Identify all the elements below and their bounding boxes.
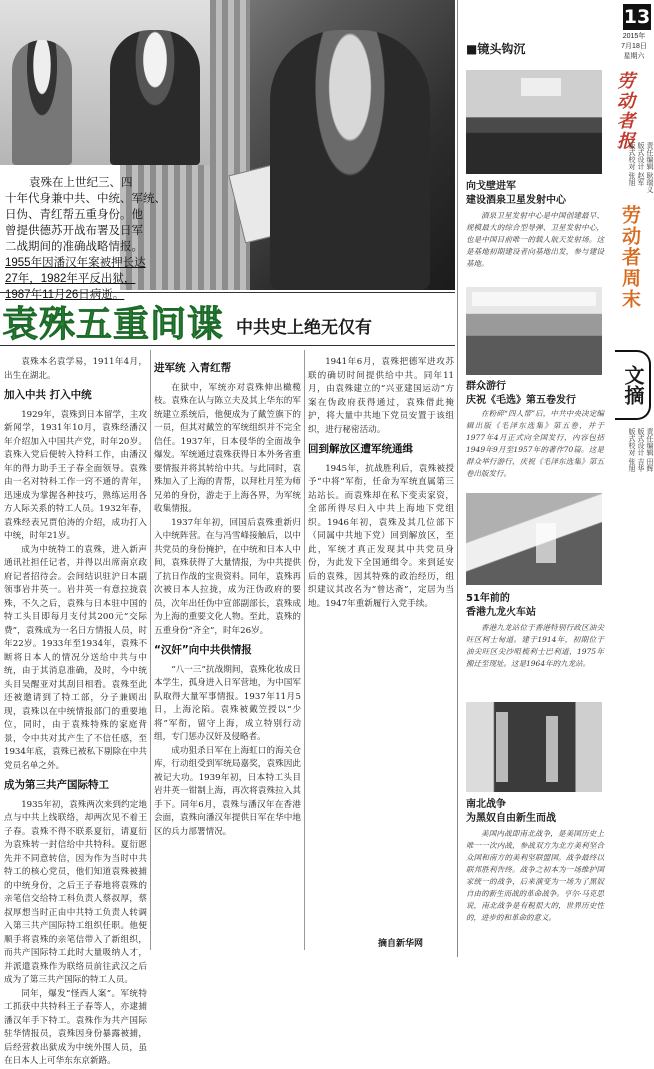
paragraph: 在狱中，军统亦对袁殊伸出橄榄枝。袁殊在认与陈立夫及其上华东的军统建立系统后，他便成为了戴笠旗下的一员，但其对戴笠的军统组织并不完全信任。1937年，日本侵华的全面战争爆发。军统通过袁殊获得日本外务省重要情报并将其转给中共。与此同时，袁殊加入了上海的青帮，以拜杜月笙为师兄弟的身份，游走于上海各界，为军统收集情报。 bbox=[154, 382, 301, 514]
section-heading: 加入中共 打入中统 bbox=[4, 389, 92, 401]
portrait-photo-young bbox=[0, 0, 210, 165]
paragraph: 同年，爆发“怪西人案”。军统特工抓获中共特科王子春等人，亦逮捕潘汉年手下特工。袁殊作为共产国际驻华情报员，袁殊因身份暴露被捕，后经营救出狱成为中统外围人员，虽在日本人上可华东东京新路。 bbox=[4, 988, 147, 1066]
paragraph: 1935年初，袁殊两次来到约定地点与中共上线联络，却两次见不着王子春。袁殊不得不联系夏衍，请夏衍为袁殊转一封信给中共特科。夏衍愿先并不同意转信，因为作为当时中共特工的核心党员，他们知道袁殊被捕的中统身份，之后王子春地将袁殊的亲笔信交给特工科负责人蔡叔厚，蔡叔厚想当时正由中共特工负责人转调入第三共产国际特工组织任职。他便顺手将袁殊的亲笔信带入了新组织，而共产国际特工此时大量吸纳人才，并派遣袁殊作为联络员前往武汉之后成为了第三共产国际的特工人员。 bbox=[4, 799, 147, 985]
item-body: 美国内战即南北战争，是美国历史上唯一一次内战，参战双方为北方美利坚合众国和南方的美利坚联盟国。战争最终以联邦胜利告终。战争之初本为一场维护国家统一的战争，后来演变为一场为了黑奴自由的新生而战的革命战争。亨尔·马克思说，南北战争是有税很大的，世界历史性的，进步的和革命的意义。 bbox=[466, 829, 604, 922]
newspaper-logo: 劳动者报 bbox=[617, 71, 635, 152]
article-lead: 袁殊本名袁学易，1911年4月，出生在湖北。 bbox=[4, 357, 147, 381]
photo-civil-war bbox=[466, 702, 602, 792]
paragraph: 1929年，袁殊到日本留学，主攻新闻学，1931年10月，袁殊经潘汉年介绍加入中国共产党，时年20岁。袁殊入党后便转入特科工作，由潘汉年的得力助手王子春全面领导。袁殊由一名对特科工作一窍不通的青年，迅速成为掌握各种技巧，熟练运用各方人际关系的特工人员。1932年春，袁殊经表兄贾伯涛的介绍，成功打入中统，时年21岁。 bbox=[4, 409, 147, 541]
section-weekly-title: 劳动者周末 bbox=[619, 205, 641, 310]
item-body: 香港九龙站位于香港特别行政区油尖旺区柯士甸道。建于1914年，初期位于油尖旺区尖沙咀梳利士巴利道，1975年搬迁至现址。这是1964年的九龙站。 bbox=[466, 623, 604, 668]
staff-credits: 责任编辑 耿瑞义 版式设计 赵军 版式校对 张旭 bbox=[628, 142, 653, 193]
divider bbox=[0, 292, 455, 293]
item-body: 在粉碎“四人帮”后，中共中央决定编辑出版《毛泽东选集》第五卷，并于1977年4月正式向全国发行，内容包括1949年9月至1957年的著作70篇。这是群众举行游行，庆祝《毛泽东选集》第五卷出版发行。 bbox=[466, 409, 604, 478]
section-heading: 成为第三共产国际特工 bbox=[4, 779, 109, 791]
staff-credits: 责任编辑 田辉 版式设计 吉华 版式校对 张旭 bbox=[628, 428, 653, 472]
paragraph: “八一三”抗战期间，袁殊化妆成日本学生，孤身进入日军营地，为中国军队取得大量军事情报。1937年11月5日，上海沦陷。袁殊被戴笠授以“少将”军衔，留守上海，成立特别行动组，专门惩办汉奸及侵略者。 bbox=[154, 664, 301, 742]
article-column-3 bbox=[308, 356, 454, 936]
section-heading: 进军统 入青红帮 bbox=[154, 362, 232, 374]
photo-satellite-center bbox=[466, 70, 602, 174]
sidebar-photo-history bbox=[457, 0, 602, 957]
section-heading: “汉奸”向中共供情报 bbox=[154, 644, 252, 656]
photo-parade bbox=[466, 287, 602, 375]
article-credit: 摘自新华网 bbox=[378, 939, 424, 949]
article-column-2 bbox=[154, 356, 301, 952]
issue-date: 2015年 7月18日 星期六 bbox=[621, 33, 647, 60]
item-heading: 51年前的 香港九龙火车站 bbox=[466, 593, 536, 618]
section-digest-title: 文摘 bbox=[615, 350, 651, 420]
paragraph: 1945年，抗战胜利后，袁殊被授予“中将”军衔，任命为军统直属第三站站长。而袁殊却在私下变卖家资，全部所得尽归入中共上海地下党组织。1946年初，袁殊及其几位部下（同属中共地下党）回到解放区，至此，军统才真正发现其中共党员身份，为此发下全国通缉令。来到延安后的袁殊，因其特殊的政治经历，组织建议其改名为“曾达斋”，定居为当地。1947年重新履行入党手续。 bbox=[308, 463, 454, 609]
item-body: 酒泉卫星发射中心是中国创建最早、规模最大的综合型导弹、卫星发射中心，也是中国目前唯一的载人航天发射场。这是基地初期建设者向基地出发，参与建设基地。 bbox=[466, 211, 604, 268]
masthead-strip bbox=[603, 0, 652, 957]
divider bbox=[0, 345, 455, 346]
paragraph: 成功狙杀日军在上海虹口的海关仓库，行动组受到军统局嘉奖，袁殊因此被记大功。1939年初，日本特工头目岩井英一钳制上海，再次将袁殊拉入其手下。同年6月，袁殊与潘汉年在香港会面，袁殊向潘汉年提供日军在华中地区的兵力部署情况。 bbox=[154, 745, 301, 837]
hero-caption: 袁殊在上世纪三、四 十年代身兼中共、中统、军统、 日伪、青红帮五重身份。他 曾提供德苏开战布署及日军 二战期间的准确战略情报。 1955年因潘汉年案被押长达 27年，1982年平反出狱， 1987年11月26日病逝。 bbox=[5, 177, 166, 301]
paragraph: 1937年年初，回国后袁殊重新归入中统阵营。在与冯雪峰接触后，以中共党员的身份掩护，在中统和日本人中间，袁殊获得了大量情报，为中共提供了抗日作战的宝贵资料。同年，袁殊再次被日本人拉拢，成为汪伪政府的要员，次年出任伪中宣部副部长，袁殊成为上海的重要文化人物。至此，袁殊的五重身份“齐全”，时年26岁。 bbox=[154, 517, 301, 636]
paragraph: 1941年6月，袁殊把德军进攻苏联的确切时间提供给中共。同年11月，由袁殊建立的“兴亚建国运动”方案在伪政府获得通过，袁殊借此掩护，将大量中共地下党员安置于该组织，进行秘密活动。 bbox=[308, 357, 454, 435]
headline-sub: 中共史上绝无仅有 bbox=[236, 318, 372, 338]
item-heading: 群众游行 庆祝《毛选》第五卷发行 bbox=[466, 381, 576, 406]
headline bbox=[0, 296, 455, 344]
item-heading: 南北战争 为黑奴自由新生而战 bbox=[466, 799, 556, 824]
headline-main: 袁殊五重间谍 bbox=[2, 304, 225, 345]
item-heading: 向戈壁进军 建设酒泉卫星发射中心 bbox=[466, 181, 566, 206]
section-heading: 回到解放区遭军统通缉 bbox=[308, 443, 413, 455]
article-column-1 bbox=[4, 356, 147, 1066]
hero-photo-area bbox=[0, 0, 455, 301]
photo-kowloon-station bbox=[466, 493, 602, 585]
page-number: 13 bbox=[623, 6, 651, 28]
sidebar-title: ■镜头钩沉 bbox=[466, 42, 526, 56]
paragraph: 成为中统特工的袁殊，进入新声通讯社担任记者，并得以出席南京政府记者招待会。会间结识驻沪日本副领事岩井英一。岩井英一有意拉拢袁殊，不久之后，袁殊与日本驻中国的特工头目即每月支付其200元“交际费”，袁殊成为一名日方情报人员，时年22岁。1933年至1934年，袁殊不断将日本人的情况分送给中共与中统，由于其消息准确，及时，今中统头目吴醒亚对其刮目相看。袁殊至此还被邀请到了特工部，分子兼顾出现，袁殊以在中统情报部门的重要地位，同时，由于袁殊特殊的家庭背景，令中共对其产生了不信任感，至1934年底，袁殊已被私下剔除在中共党员名单之外。 bbox=[4, 544, 147, 771]
